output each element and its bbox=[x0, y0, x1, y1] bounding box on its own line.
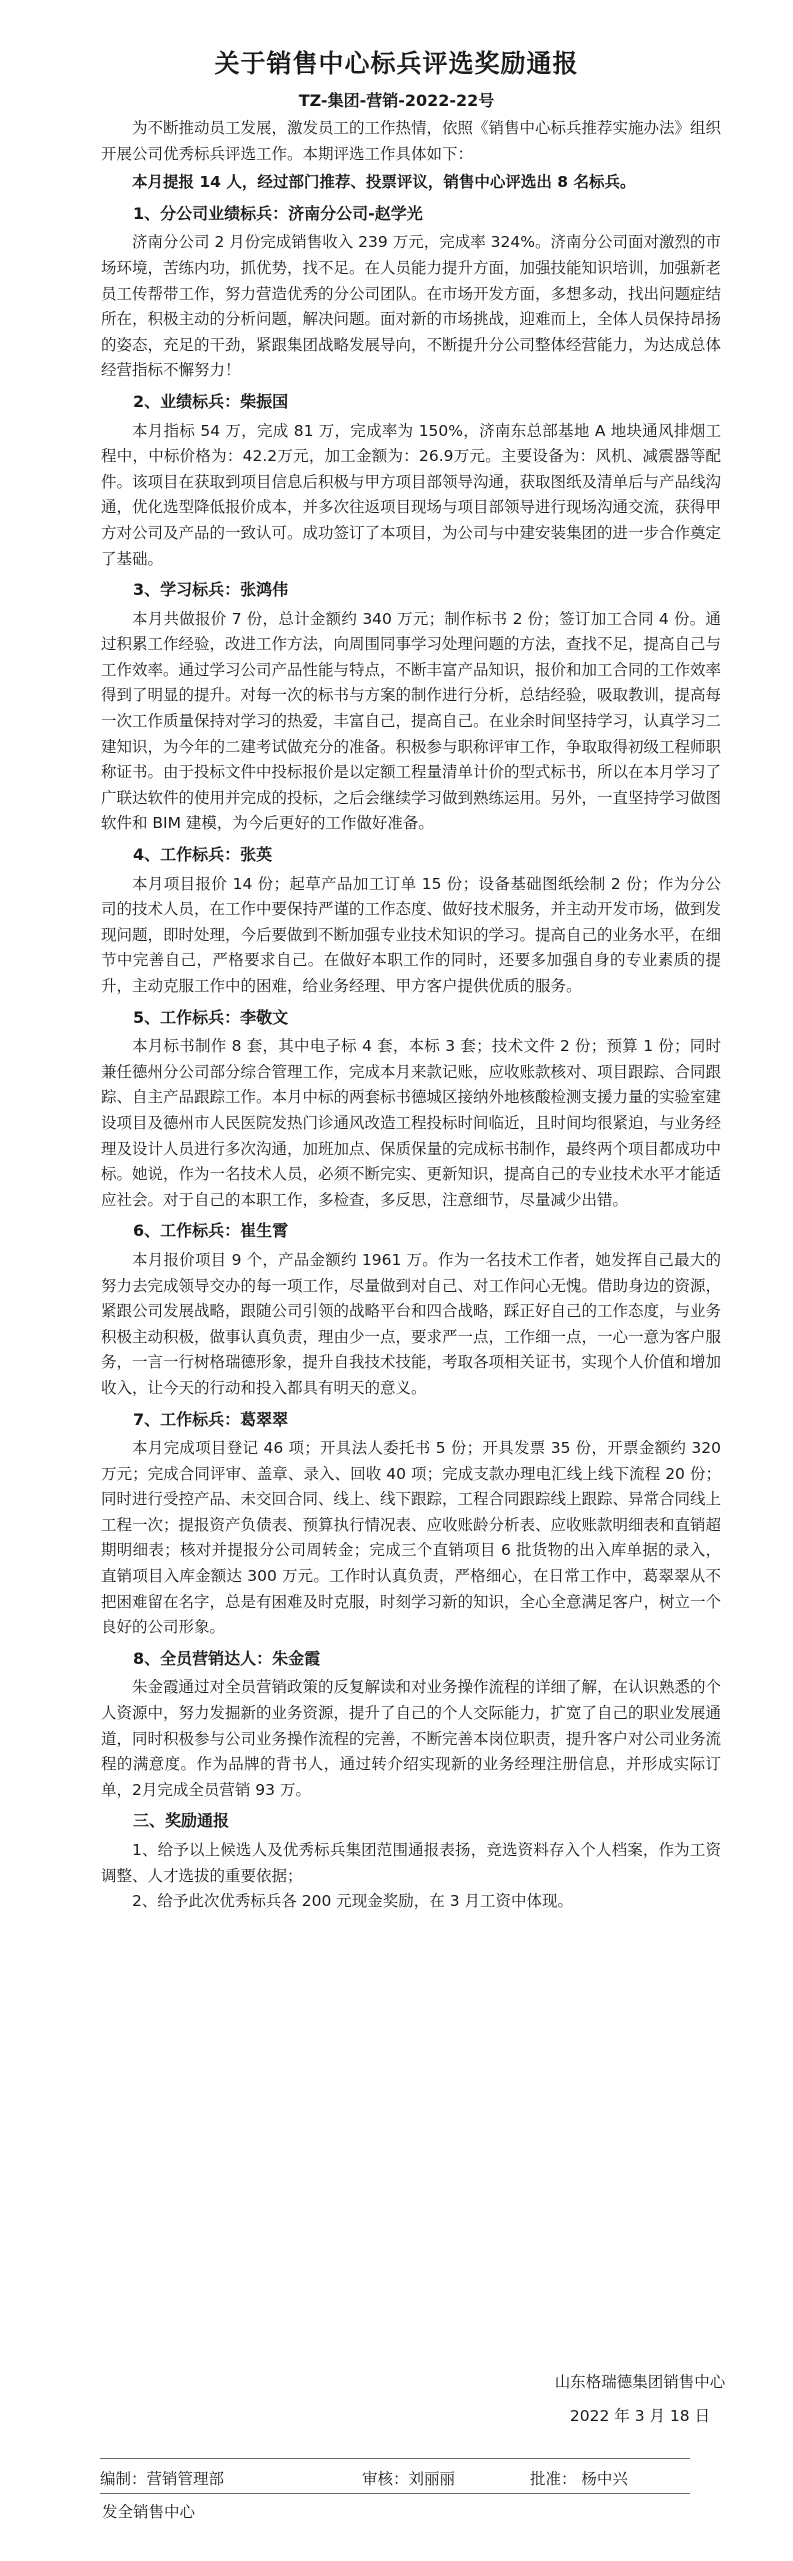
document-body bbox=[101, 116, 721, 1915]
section-body-6: 本月报价项目 9 个，产品金额约 1961 万。作为一名技术工作者，她发挥自己最大的努力去完成领导交办的每一项工作，尽量做到对自己、对工作问心无愧。借助身边的资源，紧跟公司发展战略，跟随公司引领的战略平台和四合战略，踩正好自己的工作态度，与业务积极主动积极，做事认真负责，理由少一点，要求严一点，工作细一点，一心一意为客户服务，一言一行树格瑞德形象，提升自我技术技能，考取各项相关证书，实现个人价值和增加收入，让今天的行动和投入都具有明天的意义。 bbox=[101, 1250, 722, 1397]
section-heading-6: 6、工作标兵：崔生霄 bbox=[133, 1221, 289, 1241]
section-heading-5: 5、工作标兵：李敬文 bbox=[133, 1007, 289, 1027]
section-heading-2: 2、业绩标兵：柴振国 bbox=[133, 391, 289, 411]
signature-org: 山东格瑞德集团销售中心 bbox=[554, 2373, 726, 2391]
section-heading-8: 8、全员营销达人：朱金霞 bbox=[133, 1648, 321, 1668]
prepared-by: 编制：营销管理部 bbox=[100, 2470, 225, 2488]
reward-heading: 三、奖励通报 bbox=[133, 1811, 230, 1831]
signature-date: 2022 年 3 月 18 日 bbox=[569, 2407, 711, 2425]
section-body-8: 朱金霞通过对全员营销政策的反复解读和对业务操作流程的详细了解，在认识熟悉的个人资源中，努力发掘新的业务资源，提升了自己的个人交际能力，扩宽了自己的职业发展通道，同时积极参与公司业务操作流程的完善，不断完善本岗位职责，提升客户对公司业务流程的满意度。作为品牌的背书人，通过转介绍实现新的业务经理注册信息，并形成实际订单，2月完成全员营销 93 万。 bbox=[101, 1678, 722, 1799]
approval-footer bbox=[100, 2458, 690, 2494]
reviewed-by: 审核：刘丽丽 bbox=[362, 2470, 456, 2488]
distribution-line: 发全销售中心 bbox=[102, 2503, 196, 2521]
approved-by: 批准： 杨中兴 bbox=[530, 2470, 628, 2488]
intro-paragraph: 为不断推动员工发展，激发员工的工作热情，依照《销售中心标兵推荐实施办法》组织开展公司优秀标兵评选工作。本期评选工作具体如下： bbox=[101, 119, 722, 163]
section-body-2: 本月指标 54 万，完成 81 万，完成率为 150%，济南东总部基地 A 地块通风排烟工程中，中标价格为：42.2万元，加工金额为：26.9万元。主要设备为：风机、减震器等配件。该项目在获取到项目信息后积极与甲方项目部领导沟通，获取图纸及清单后与产品线沟通，优化选型降低报价成本，并多次往返项目现场与项目部领导进行现场沟通交流，获得甲方对公司及产品的一致认可。成功签订了本项目，为公司与中建安装集团的进一步合作奠定了基础。 bbox=[101, 421, 722, 568]
section-body-4: 本月项目报价 14 份；起草产品加工订单 15 份；设备基础图纸绘制 2 份；作为分公司的技术人员，在工作中要保持严谨的工作态度、做好技术服务，并主动开发市场，做到发现问题，即时处理，今后要做到不断加强专业技术知识的学习。提高自己的业务水平，在细节中完善自己，严格要求自己。在做好本职工作的同时，还要多加强自身的专业素质的提升，主动克服工作中的困难，给业务经理、甲方客户提供优质的服务。 bbox=[101, 874, 722, 995]
document-number: TZ-集团-营销-2022-22号 bbox=[298, 91, 495, 110]
document-title: 关于销售中心标兵评选奖励通报 bbox=[214, 49, 579, 78]
section-body-7: 本月完成项目登记 46 项；开具法人委托书 5 份；开具发票 35 份，开票金额约 320 万元；完成合同评审、盖章、录入、回收 40 项；完成支款办理电汇线上线下流程 20 份；同时进行受控产品、未交回合同、线上、线下跟踪，工程合同跟踪线上跟踪、异常合同线上工程一次；提报资产负债表、预算执行情况表、应收账龄分析表、应收账款明细表和直销超期明细表；核对并提报分公司周转金；完成三个直销项目 6 批货物的出入库单据的录入，直销项目入库金额达 300 万元。工作时认真负责，严格细心，在日常工作中，葛翠翠从不把困难留在名字，总是有困难及时克服，时刻学习新的知识，全心全意满足客户，树立一个良好的公司形象。 bbox=[101, 1439, 722, 1637]
section-heading-7: 7、工作标兵：葛翠翠 bbox=[133, 1409, 289, 1429]
section-body-5: 本月标书制作 8 套，其中电子标 4 套，本标 3 套；技术文件 2 份；预算 1 份；同时兼任德州分公司部分综合管理工作，完成本月来款记账，应收账款核对、项目跟踪、合同跟踪、自主产品跟踪工作。本月中标的两套标书德城区接纳外地核酸检测支援力量的实验室建设项目及德州市人民医院发热门诊通风改造工程投标时间临近，且时间均很紧迫，与业务经理及设计人员进行多次沟通，加班加点、保质保量的完成标书制作，最终两个项目都成功中标。她说，作为一名技术人员，必须不断完实、更新知识，提高自己的专业技术水平才能适应社会。对于自己的本职工作，多检查，多反思，注意细节，尽量减少出错。 bbox=[101, 1037, 722, 1209]
section-heading-1: 1、分公司业绩标兵：济南分公司-赵学光 bbox=[133, 203, 423, 223]
section-body-1: 济南分公司 2 月份完成销售收入 239 万元，完成率 324%。济南分公司面对激烈的市场环境，苦练内功，抓优势，找不足。在人员能力提升方面，加强技能知识培训，加强新老员工传帮带工作，努力营造优秀的分公司团队。在市场开发方面，多想多动，找出问题症结所在，积极主动的分析问题，解决问题。面对新的市场挑战，迎难而上，全体人员保持昂扬的姿态，充足的干劲，紧跟集团战略发展导向，不断提升分公司整体经营能力，为达成总体经营指标不懈努力！ bbox=[101, 233, 722, 380]
section-heading-4: 4、工作标兵：张英 bbox=[133, 845, 273, 865]
reward-item-1: 1、给予以上候选人及优秀标兵集团范围通报表扬，竞选资料存入个人档案，作为工资调整、人才选拔的重要依据； bbox=[101, 1841, 721, 1885]
section-body-3: 本月共做报价 7 份，总计金额约 340 万元；制作标书 2 份；签订加工合同 4 份。通过积累工作经验，改进工作方法，向周围同事学习处理问题的方法，查找不足，提高自己与工作效率。通过学习公司产品性能与特点，不断丰富产品知识，报价和加工合同的工作效率得到了明显的提升。对每一次的标书与方案的制作进行分析，总结经验，吸取教训，提高每一次工作质量保持对学习的热爱，丰富自己，提高自己。在业余时间坚持学习，认真学习二建知识，为今年的二建考试做充分的准备。积极参与职称评审工作，争取取得初级工程师职称证书。由于投标文件中投标报价是以定额工程量清单计价的型式标书，所以在本月学习了广联达软件的使用并完成的投标，之后会继续学习做到熟练运用。另外，一直坚持学习做图软件和 BIM 建模，为今后更好的工作做好准备。 bbox=[101, 609, 722, 833]
section-heading-3: 3、学习标兵：张鸿伟 bbox=[133, 580, 289, 600]
reward-item-2: 2、给予此次优秀标兵各 200 元现金奖励，在 3 月工资中体现。 bbox=[132, 1892, 574, 1911]
lead-summary: 本月提报 14 人，经过部门推荐、投票评议，销售中心评选出 8 名标兵。 bbox=[132, 173, 636, 192]
